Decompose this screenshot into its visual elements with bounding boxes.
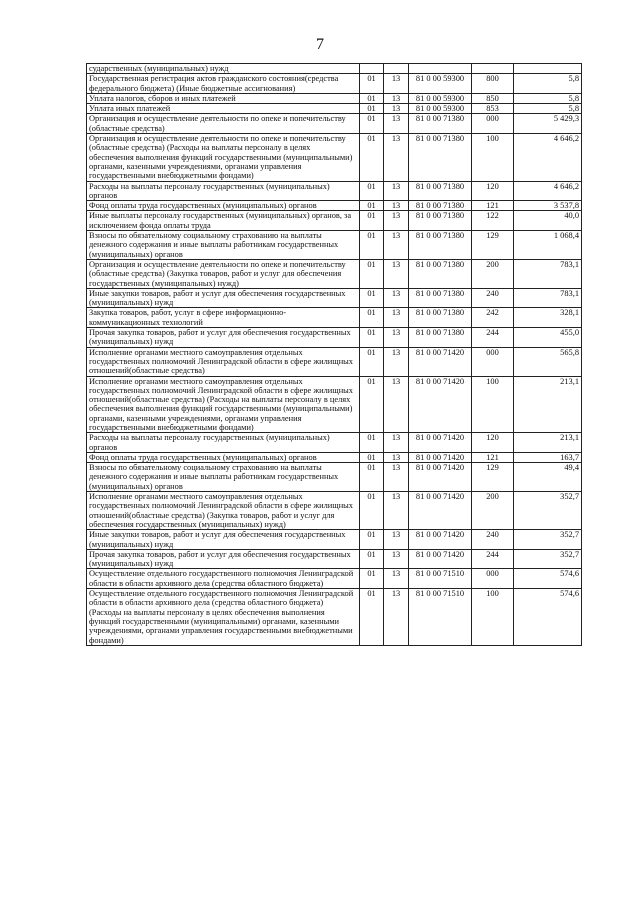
amount-cell: 783,1 bbox=[514, 288, 582, 308]
expense-name-cell: Фонд оплаты труда государственных (муниципальных) органов bbox=[87, 452, 360, 462]
target-article-cell: 81 0 00 71380 bbox=[409, 211, 472, 231]
amount-cell: 4 646,2 bbox=[514, 134, 582, 181]
subsection-code-cell: 13 bbox=[384, 328, 409, 348]
subsection-code-cell: 13 bbox=[384, 347, 409, 376]
table-row bbox=[87, 549, 582, 569]
table-row bbox=[87, 530, 582, 550]
target-article-cell: 81 0 00 71380 bbox=[409, 134, 472, 181]
table-row bbox=[87, 328, 582, 348]
target-article-cell: 81 0 00 71380 bbox=[409, 288, 472, 308]
table-row bbox=[87, 452, 582, 462]
expense-type-cell: 853 bbox=[472, 104, 514, 114]
expense-type-cell: 120 bbox=[472, 181, 514, 201]
target-article-cell bbox=[409, 64, 472, 74]
subsection-code-cell: 13 bbox=[384, 114, 409, 134]
subsection-code-cell bbox=[384, 64, 409, 74]
amount-cell: 5,8 bbox=[514, 93, 582, 103]
amount-cell: 352,7 bbox=[514, 530, 582, 550]
expense-name-cell: Иные выплаты персоналу государственных (муниципальных) органов, за исключением фонда оплаты труда bbox=[87, 211, 360, 231]
section-code-cell: 01 bbox=[360, 328, 384, 348]
expense-type-cell: 121 bbox=[472, 201, 514, 211]
amount-cell: 5,8 bbox=[514, 104, 582, 114]
target-article-cell: 81 0 00 71420 bbox=[409, 376, 472, 433]
expense-name-cell: Осуществление отдельного государственного полномочия Ленинградской области в области архивного дела (средства областного бюджета) bbox=[87, 569, 360, 589]
section-code-cell: 01 bbox=[360, 211, 384, 231]
subsection-code-cell: 13 bbox=[384, 211, 409, 231]
expense-type-cell: 129 bbox=[472, 463, 514, 492]
expense-name-cell: Уплата налогов, сборов и иных платежей bbox=[87, 93, 360, 103]
section-code-cell: 01 bbox=[360, 589, 384, 646]
section-code-cell: 01 bbox=[360, 231, 384, 260]
table-row bbox=[87, 114, 582, 134]
expense-type-cell: 122 bbox=[472, 211, 514, 231]
subsection-code-cell: 13 bbox=[384, 452, 409, 462]
expense-type-cell: 850 bbox=[472, 93, 514, 103]
section-code-cell: 01 bbox=[360, 308, 384, 328]
expense-type-cell: 800 bbox=[472, 74, 514, 94]
expense-type-cell: 200 bbox=[472, 259, 514, 288]
table-row bbox=[87, 433, 582, 453]
expense-type-cell: 240 bbox=[472, 530, 514, 550]
subsection-code-cell: 13 bbox=[384, 463, 409, 492]
amount-cell: 574,6 bbox=[514, 569, 582, 589]
subsection-code-cell: 13 bbox=[384, 259, 409, 288]
target-article-cell: 81 0 00 59300 bbox=[409, 93, 472, 103]
table-row bbox=[87, 492, 582, 530]
target-article-cell: 81 0 00 71380 bbox=[409, 181, 472, 201]
section-code-cell: 01 bbox=[360, 549, 384, 569]
section-code-cell: 01 bbox=[360, 530, 384, 550]
expense-name-cell: Уплата иных платежей bbox=[87, 104, 360, 114]
expense-type-cell: 121 bbox=[472, 452, 514, 462]
table-row bbox=[87, 104, 582, 114]
table-row bbox=[87, 74, 582, 94]
expense-name-cell: сударственных (муниципальных) нужд bbox=[87, 64, 360, 74]
target-article-cell: 81 0 00 71380 bbox=[409, 231, 472, 260]
target-article-cell: 81 0 00 71510 bbox=[409, 589, 472, 646]
table-row bbox=[87, 134, 582, 181]
table-row bbox=[87, 64, 582, 74]
section-code-cell: 01 bbox=[360, 288, 384, 308]
table-row bbox=[87, 589, 582, 646]
amount-cell: 783,1 bbox=[514, 259, 582, 288]
section-code-cell bbox=[360, 64, 384, 74]
target-article-cell: 81 0 00 71380 bbox=[409, 114, 472, 134]
expense-name-cell: Иные закупки товаров, работ и услуг для обеспечения государственных (муниципальных) нужд bbox=[87, 288, 360, 308]
expense-type-cell: 240 bbox=[472, 288, 514, 308]
section-code-cell: 01 bbox=[360, 569, 384, 589]
section-code-cell: 01 bbox=[360, 463, 384, 492]
section-code-cell: 01 bbox=[360, 347, 384, 376]
amount-cell: 163,7 bbox=[514, 452, 582, 462]
expense-type-cell: 129 bbox=[472, 231, 514, 260]
expense-name-cell: Государственная регистрация актов гражданского состояния(средства федерального бюджета) (Иные бюджетные ассигнования) bbox=[87, 74, 360, 94]
expense-name-cell: Фонд оплаты труда государственных (муниципальных) органов bbox=[87, 201, 360, 211]
expense-name-cell: Исполнение органами местного самоуправления отдельных государственных полномочий Ленинградской области в сфере жилищных отношений(областные средства) (Закупка товаров, работ и услуг для обеспечения государственных (муниципальных) нужд) bbox=[87, 492, 360, 530]
amount-cell: 5,8 bbox=[514, 74, 582, 94]
subsection-code-cell: 13 bbox=[384, 549, 409, 569]
amount-cell: 1 068,4 bbox=[514, 231, 582, 260]
subsection-code-cell: 13 bbox=[384, 433, 409, 453]
expense-type-cell: 000 bbox=[472, 569, 514, 589]
amount-cell: 328,1 bbox=[514, 308, 582, 328]
expense-name-cell: Закупка товаров, работ, услуг в сфере информационно-коммуникационных технологий bbox=[87, 308, 360, 328]
amount-cell: 40,0 bbox=[514, 211, 582, 231]
expense-type-cell bbox=[472, 64, 514, 74]
amount-cell: 213,1 bbox=[514, 376, 582, 433]
section-code-cell: 01 bbox=[360, 181, 384, 201]
expense-type-cell: 242 bbox=[472, 308, 514, 328]
subsection-code-cell: 13 bbox=[384, 492, 409, 530]
table-row bbox=[87, 231, 582, 260]
expense-type-cell: 000 bbox=[472, 347, 514, 376]
target-article-cell: 81 0 00 71420 bbox=[409, 549, 472, 569]
subsection-code-cell: 13 bbox=[384, 93, 409, 103]
subsection-code-cell: 13 bbox=[384, 376, 409, 433]
subsection-code-cell: 13 bbox=[384, 104, 409, 114]
section-code-cell: 01 bbox=[360, 452, 384, 462]
subsection-code-cell: 13 bbox=[384, 231, 409, 260]
amount-cell: 49,4 bbox=[514, 463, 582, 492]
section-code-cell: 01 bbox=[360, 433, 384, 453]
target-article-cell: 81 0 00 71420 bbox=[409, 463, 472, 492]
section-code-cell: 01 bbox=[360, 134, 384, 181]
expense-name-cell: Организация и осуществление деятельности по опеке и попечительству (областные средства) (Закупка товаров, работ и услуг для обеспечения государственных (муниципальных) нужд) bbox=[87, 259, 360, 288]
table-row bbox=[87, 211, 582, 231]
expense-name-cell: Организация и осуществление деятельности по опеке и попечительству (областные средства) (Расходы на выплаты персоналу в целях обеспечения выполнения функций государственными (муниципальными) органами, казенными учреждениями, органами управления государственными внебюджетными фондами) bbox=[87, 134, 360, 181]
budget-table-body bbox=[87, 64, 582, 646]
expense-type-cell: 200 bbox=[472, 492, 514, 530]
expense-type-cell: 244 bbox=[472, 328, 514, 348]
target-article-cell: 81 0 00 71420 bbox=[409, 433, 472, 453]
table-row bbox=[87, 259, 582, 288]
subsection-code-cell: 13 bbox=[384, 201, 409, 211]
expense-type-cell: 100 bbox=[472, 589, 514, 646]
expense-type-cell: 120 bbox=[472, 433, 514, 453]
expense-name-cell: Расходы на выплаты персоналу государственных (муниципальных) органов bbox=[87, 181, 360, 201]
budget-table bbox=[86, 63, 582, 646]
amount-cell: 3 537,8 bbox=[514, 201, 582, 211]
table-row bbox=[87, 569, 582, 589]
expense-type-cell: 000 bbox=[472, 114, 514, 134]
section-code-cell: 01 bbox=[360, 376, 384, 433]
target-article-cell: 81 0 00 71420 bbox=[409, 452, 472, 462]
expense-name-cell: Осуществление отдельного государственного полномочия Ленинградской области в области архивного дела (средства областного бюджета) (Расходы на выплаты персоналу в целях обеспечения выполнения функций государственными (муниципальными) органами, казенными учреждениями, органами управления государственными внебюджетными фондами) bbox=[87, 589, 360, 646]
table-row bbox=[87, 376, 582, 433]
target-article-cell: 81 0 00 59300 bbox=[409, 74, 472, 94]
target-article-cell: 81 0 00 71510 bbox=[409, 569, 472, 589]
page-number: 7 bbox=[316, 36, 324, 53]
expense-type-cell: 100 bbox=[472, 376, 514, 433]
section-code-cell: 01 bbox=[360, 201, 384, 211]
amount-cell: 565,8 bbox=[514, 347, 582, 376]
amount-cell bbox=[514, 64, 582, 74]
target-article-cell: 81 0 00 71380 bbox=[409, 308, 472, 328]
subsection-code-cell: 13 bbox=[384, 569, 409, 589]
target-article-cell: 81 0 00 71380 bbox=[409, 201, 472, 211]
expense-name-cell: Взносы по обязательному социальному страхованию на выплаты денежного содержания и иные выплаты работникам государственных (муниципальных) органов bbox=[87, 463, 360, 492]
table-row bbox=[87, 463, 582, 492]
section-code-cell: 01 bbox=[360, 93, 384, 103]
expense-name-cell: Исполнение органами местного самоуправления отдельных государственных полномочий Ленинградской области в сфере жилищных отношений(областные средства) bbox=[87, 347, 360, 376]
section-code-cell: 01 bbox=[360, 104, 384, 114]
target-article-cell: 81 0 00 59300 bbox=[409, 104, 472, 114]
table-row bbox=[87, 288, 582, 308]
target-article-cell: 81 0 00 71420 bbox=[409, 492, 472, 530]
section-code-cell: 01 bbox=[360, 259, 384, 288]
expense-name-cell: Расходы на выплаты персоналу государственных (муниципальных) органов bbox=[87, 433, 360, 453]
expense-name-cell: Взносы по обязательному социальному страхованию на выплаты денежного содержания и иные выплаты работникам государственных (муниципальных) органов bbox=[87, 231, 360, 260]
amount-cell: 352,7 bbox=[514, 492, 582, 530]
amount-cell: 5 429,3 bbox=[514, 114, 582, 134]
subsection-code-cell: 13 bbox=[384, 74, 409, 94]
amount-cell: 455,0 bbox=[514, 328, 582, 348]
subsection-code-cell: 13 bbox=[384, 589, 409, 646]
expense-name-cell: Организация и осуществление деятельности по опеке и попечительству (областные средства) bbox=[87, 114, 360, 134]
expense-name-cell: Исполнение органами местного самоуправления отдельных государственных полномочий Ленинградской области в сфере жилищных отношений(областные средства) (Расходы на выплаты персоналу в целях обеспечения выполнения функций государственными (муниципальными) органами, казенными учреждениями, органами управления государственными внебюджетными фондами) bbox=[87, 376, 360, 433]
table-row bbox=[87, 181, 582, 201]
target-article-cell: 81 0 00 71380 bbox=[409, 259, 472, 288]
amount-cell: 213,1 bbox=[514, 433, 582, 453]
table-row bbox=[87, 347, 582, 376]
subsection-code-cell: 13 bbox=[384, 181, 409, 201]
target-article-cell: 81 0 00 71420 bbox=[409, 347, 472, 376]
table-row bbox=[87, 93, 582, 103]
expense-name-cell: Иные закупки товаров, работ и услуг для обеспечения государственных (муниципальных) нужд bbox=[87, 530, 360, 550]
section-code-cell: 01 bbox=[360, 74, 384, 94]
expense-type-cell: 244 bbox=[472, 549, 514, 569]
section-code-cell: 01 bbox=[360, 492, 384, 530]
table-row bbox=[87, 201, 582, 211]
subsection-code-cell: 13 bbox=[384, 134, 409, 181]
amount-cell: 4 646,2 bbox=[514, 181, 582, 201]
target-article-cell: 81 0 00 71380 bbox=[409, 328, 472, 348]
table-row bbox=[87, 308, 582, 328]
subsection-code-cell: 13 bbox=[384, 530, 409, 550]
subsection-code-cell: 13 bbox=[384, 308, 409, 328]
expense-type-cell: 100 bbox=[472, 134, 514, 181]
subsection-code-cell: 13 bbox=[384, 288, 409, 308]
section-code-cell: 01 bbox=[360, 114, 384, 134]
amount-cell: 574,6 bbox=[514, 589, 582, 646]
target-article-cell: 81 0 00 71420 bbox=[409, 530, 472, 550]
amount-cell: 352,7 bbox=[514, 549, 582, 569]
expense-name-cell: Прочая закупка товаров, работ и услуг для обеспечения государственных (муниципальных) нужд bbox=[87, 328, 360, 348]
expense-name-cell: Прочая закупка товаров, работ и услуг для обеспечения государственных (муниципальных) нужд bbox=[87, 549, 360, 569]
